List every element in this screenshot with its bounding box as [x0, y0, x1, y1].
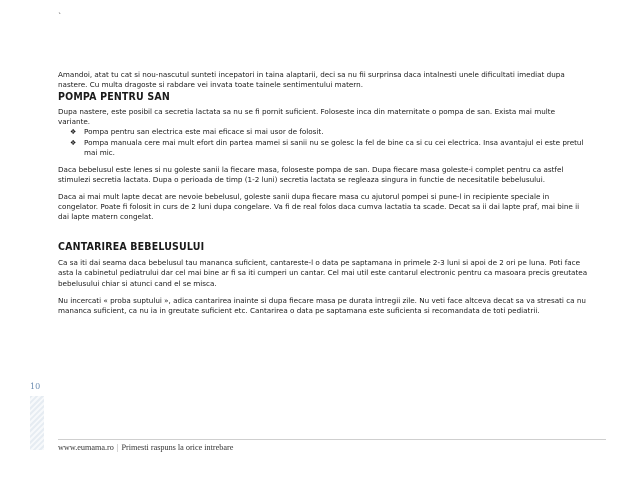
- pompa-paragraph-2: Daca bebelusul este lenes si nu goleste sanii la fiecare masa, foloseste pompa de san. Dupa fiecare masa goleste-i complet pentru ca astfel stimulezi secretia lactata. Dupa o perioada de timp (1-2 luni) secretia lactata se regleaza singura in functie de necesitatile bebelusului.: [58, 164, 564, 184]
- page-tab-decoration: [30, 396, 44, 450]
- pompa-bullet-list: [58, 127, 588, 157]
- intro-paragraph: Amandoi, atat tu cat si nou-nascutul sunteti incepatori in taina alaptarii, deci sa nu fii surprinsa daca intalnesti unele dificultati imediat dupa nastere. Cu multa dragoste si rabdare vei invata toate tainele sentimentului matern.: [58, 70, 565, 90]
- header-mark: `: [58, 12, 62, 21]
- footer-divider: [58, 439, 606, 440]
- page-number: 10: [30, 382, 41, 391]
- section-heading-pompa: POMPA PENTRU SAN: [58, 91, 170, 104]
- pompa-paragraph-1: Dupa nastere, este posibil ca secretia lactata sa nu se fi pornit suficient. Foloseste inca din maternitate o pompa de san. Exista mai multe variante.: [58, 107, 555, 127]
- footer-separator: |: [116, 443, 119, 452]
- page-content: [58, 70, 588, 316]
- bullet-text: Pompa manuala cere mai mult efort din partea mamei si sanii nu se golesc la fel de bine ca si cu cei electrica. Insa avantajul ei este pretul mai mic.: [84, 137, 584, 157]
- cantarire-paragraph-1: Ca sa iti dai seama daca bebelusul tau mananca suficient, cantareste-l o data pe saptamana in primele 2-3 luni si apoi de 2 ori pe luna. Poti face asta la cabinetul pediatrului dar cel mai bine ar fi sa iti cumperi un cantar. Cel mai util este cantarul electronic pentru ca masoara precis greutatea bebelusului chiar si atunci cand el se misca.: [58, 258, 588, 288]
- diamond-bullet-icon: ❖: [70, 138, 77, 147]
- diamond-bullet-icon: ❖: [70, 128, 77, 137]
- list-item: [58, 138, 588, 158]
- bullet-text: Pompa pentru san electrica este mai eficace si mai usor de folosit.: [84, 127, 324, 137]
- footer-tagline: Primesti raspuns la orice intrebare: [121, 443, 234, 452]
- page-number-tab: [30, 382, 46, 452]
- section-heading-cantarire: CANTARIREA BEBELUSULUI: [58, 241, 205, 254]
- footer: [58, 443, 233, 452]
- cantarire-paragraph-2: Nu incercati « proba suptului », adica cantarirea inainte si dupa fiecare masa pe durata intregii zile. Nu veti face altceva decat sa va stresati ca nu mananca suficient, ca nu ia in greutate suficient etc. Cantarirea o data pe saptamana este suficienta si recomandata de toti pediatrii.: [58, 295, 586, 315]
- list-item: [58, 127, 588, 137]
- footer-site-link[interactable]: www.eumama.ro: [58, 443, 114, 452]
- pompa-paragraph-3: Daca ai mai mult lapte decat are nevoie bebelusul, goleste sanii dupa fiecare masa cu ajutorul pompei si pune-l in recipiente speciale in congelator. Poate fi folosit in curs de 2 luni dupa congelare. Va fi de real folos daca cumva lactatia ta scade. Decat sa ii dai lapte praf, mai bine ii dai lapte matern congelat.: [58, 191, 580, 222]
